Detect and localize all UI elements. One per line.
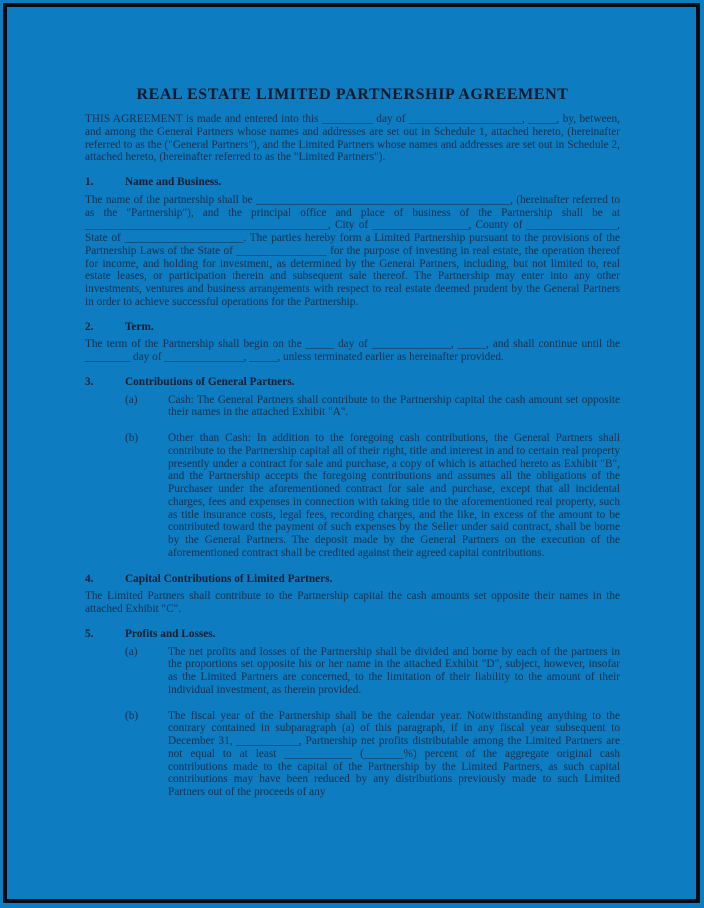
section-3-sub-a xyxy=(125,394,620,420)
section-3-title: Contributions of General Partners. xyxy=(125,375,295,388)
section-5-title: Profits and Losses. xyxy=(125,627,216,640)
section-2-body: The term of the Partnership shall begin on the _____ day of ______________, _____, and shall continue until the ________ day of ______________, _____, unless terminated earlier as hereinafter provided. xyxy=(85,338,620,364)
section-1-title: Name and Business. xyxy=(125,176,222,189)
section-5-sub-b xyxy=(125,710,620,799)
section-3-sub-a-marker: (a) xyxy=(125,393,138,406)
section-1-number: 1. xyxy=(85,176,94,189)
section-3-sub-b-marker: (b) xyxy=(125,432,139,445)
intro-paragraph: THIS AGREEMENT is made and entered into this _________ day of ____________________, _____, by, between, and among the General Partners whose names and addresses are set out in Schedule 1, attached hereto, (hereinafter referred to as the ("General Partners"), and the Limited Partners whose names and addresses are set out in Schedule 2, attached hereto, (hereinafter referred to as the "Limited Partners"). xyxy=(85,113,620,164)
section-2-number: 2. xyxy=(85,320,94,333)
section-3-sub-b-text: Other than Cash: In addition to the foregoing cash contributions, the General Partners shall contribute to the Partnership capital all of their right, title and interest in and to certain real property presently under a contract for sale and purchase, a copy of which is attached hereto as Exhibit "B", and the Partnership accepts the foregoing contributions and assumes all the obligations of the Purchaser under the aforementioned contract for sale and purchase, except that all incidental charges, fees and expenses in connection with taking title to the aforementioned real property, such as title insurance costs, legal fees, recording charges, and the like, in excess of the amount to be contributed toward the payment of such expenses by the Seller under said contract, shall be borne by the General Partners. The deposit made by the General Partners on the execution of the aforementioned contract shall be credited against their agreed capital contributions. xyxy=(168,432,620,559)
section-2-title: Term. xyxy=(125,320,154,333)
section-4-heading xyxy=(85,573,620,586)
section-1-body: The name of the partnership shall be _____________________________________________, (hereinafter referred to as the "Partnership"), and the principal office and place of business of the Partnership shall be at ___________________________________________, City of _________________, County of ________________, State of _____________________. The parties hereby form a Limited Partnership pursuant to the provisions of the Partnership Laws of the State of ________________ for the purpose of investing in real estate, the operation thereof for income, and holding for investment, as determined by the General Partners, including, but not limited to, real estate leases, or participation therein and subsequent sale thereof. The Partnership may enter into any other investments, ventures and business arrangements with respect to real estate deemed prudent by the General Partners in order to achieve successful operations for the Partnership. xyxy=(85,193,620,308)
section-3-sub-b xyxy=(125,432,620,560)
section-5-sub-a-marker: (a) xyxy=(125,645,138,658)
section-1-heading xyxy=(85,176,620,189)
section-4-title: Capital Contributions of Limited Partners. xyxy=(125,572,333,585)
section-5-sub-a-text: The net profits and losses of the Partnership shall be divided and borne by each of the partners in the proportions set opposite his or her name in the attached Exhibit "D", subject, however, insofar as the Limited Partners are concerned, to the limitation of their liability to the amount of their individual investment, as therein provided. xyxy=(168,645,620,696)
section-5-number: 5. xyxy=(85,627,94,640)
section-3-sub-a-text: Cash: The General Partners shall contribute to the Partnership capital the cash amount set opposite their names in the attached Exhibit "A". xyxy=(168,393,620,419)
section-4-body: The Limited Partners shall contribute to the Partnership capital the cash amounts set opposite their names in the attached Exhibit "C". xyxy=(85,590,620,616)
document-title: REAL ESTATE LIMITED PARTNERSHIP AGREEMENT xyxy=(136,86,569,103)
section-2-heading xyxy=(85,321,620,334)
section-5-sub-b-marker: (b) xyxy=(125,709,139,722)
section-5-sub-b-text: The fiscal year of the Partnership shall be the calendar year. Notwithstanding anything to the contrary contained in subparagraph (a) of this paragraph, if in any fiscal year subsequent to December 31, ___________, Partnership net profits distributable among the Limited Partners are not equal to at least ____________ (_______%) percent of the aggregate original cash contributions made to the capital of the Partnership by the Limited Partners, as such capital contributions may have been reduced by any distributions previously made to such Limited Partners out of the proceeds of any xyxy=(168,709,620,799)
section-5-heading xyxy=(85,628,620,641)
section-3-number: 3. xyxy=(85,375,94,388)
section-3-heading xyxy=(85,376,620,389)
section-5-sub-a xyxy=(125,646,620,697)
section-4-number: 4. xyxy=(85,572,94,585)
document-page xyxy=(85,86,620,812)
